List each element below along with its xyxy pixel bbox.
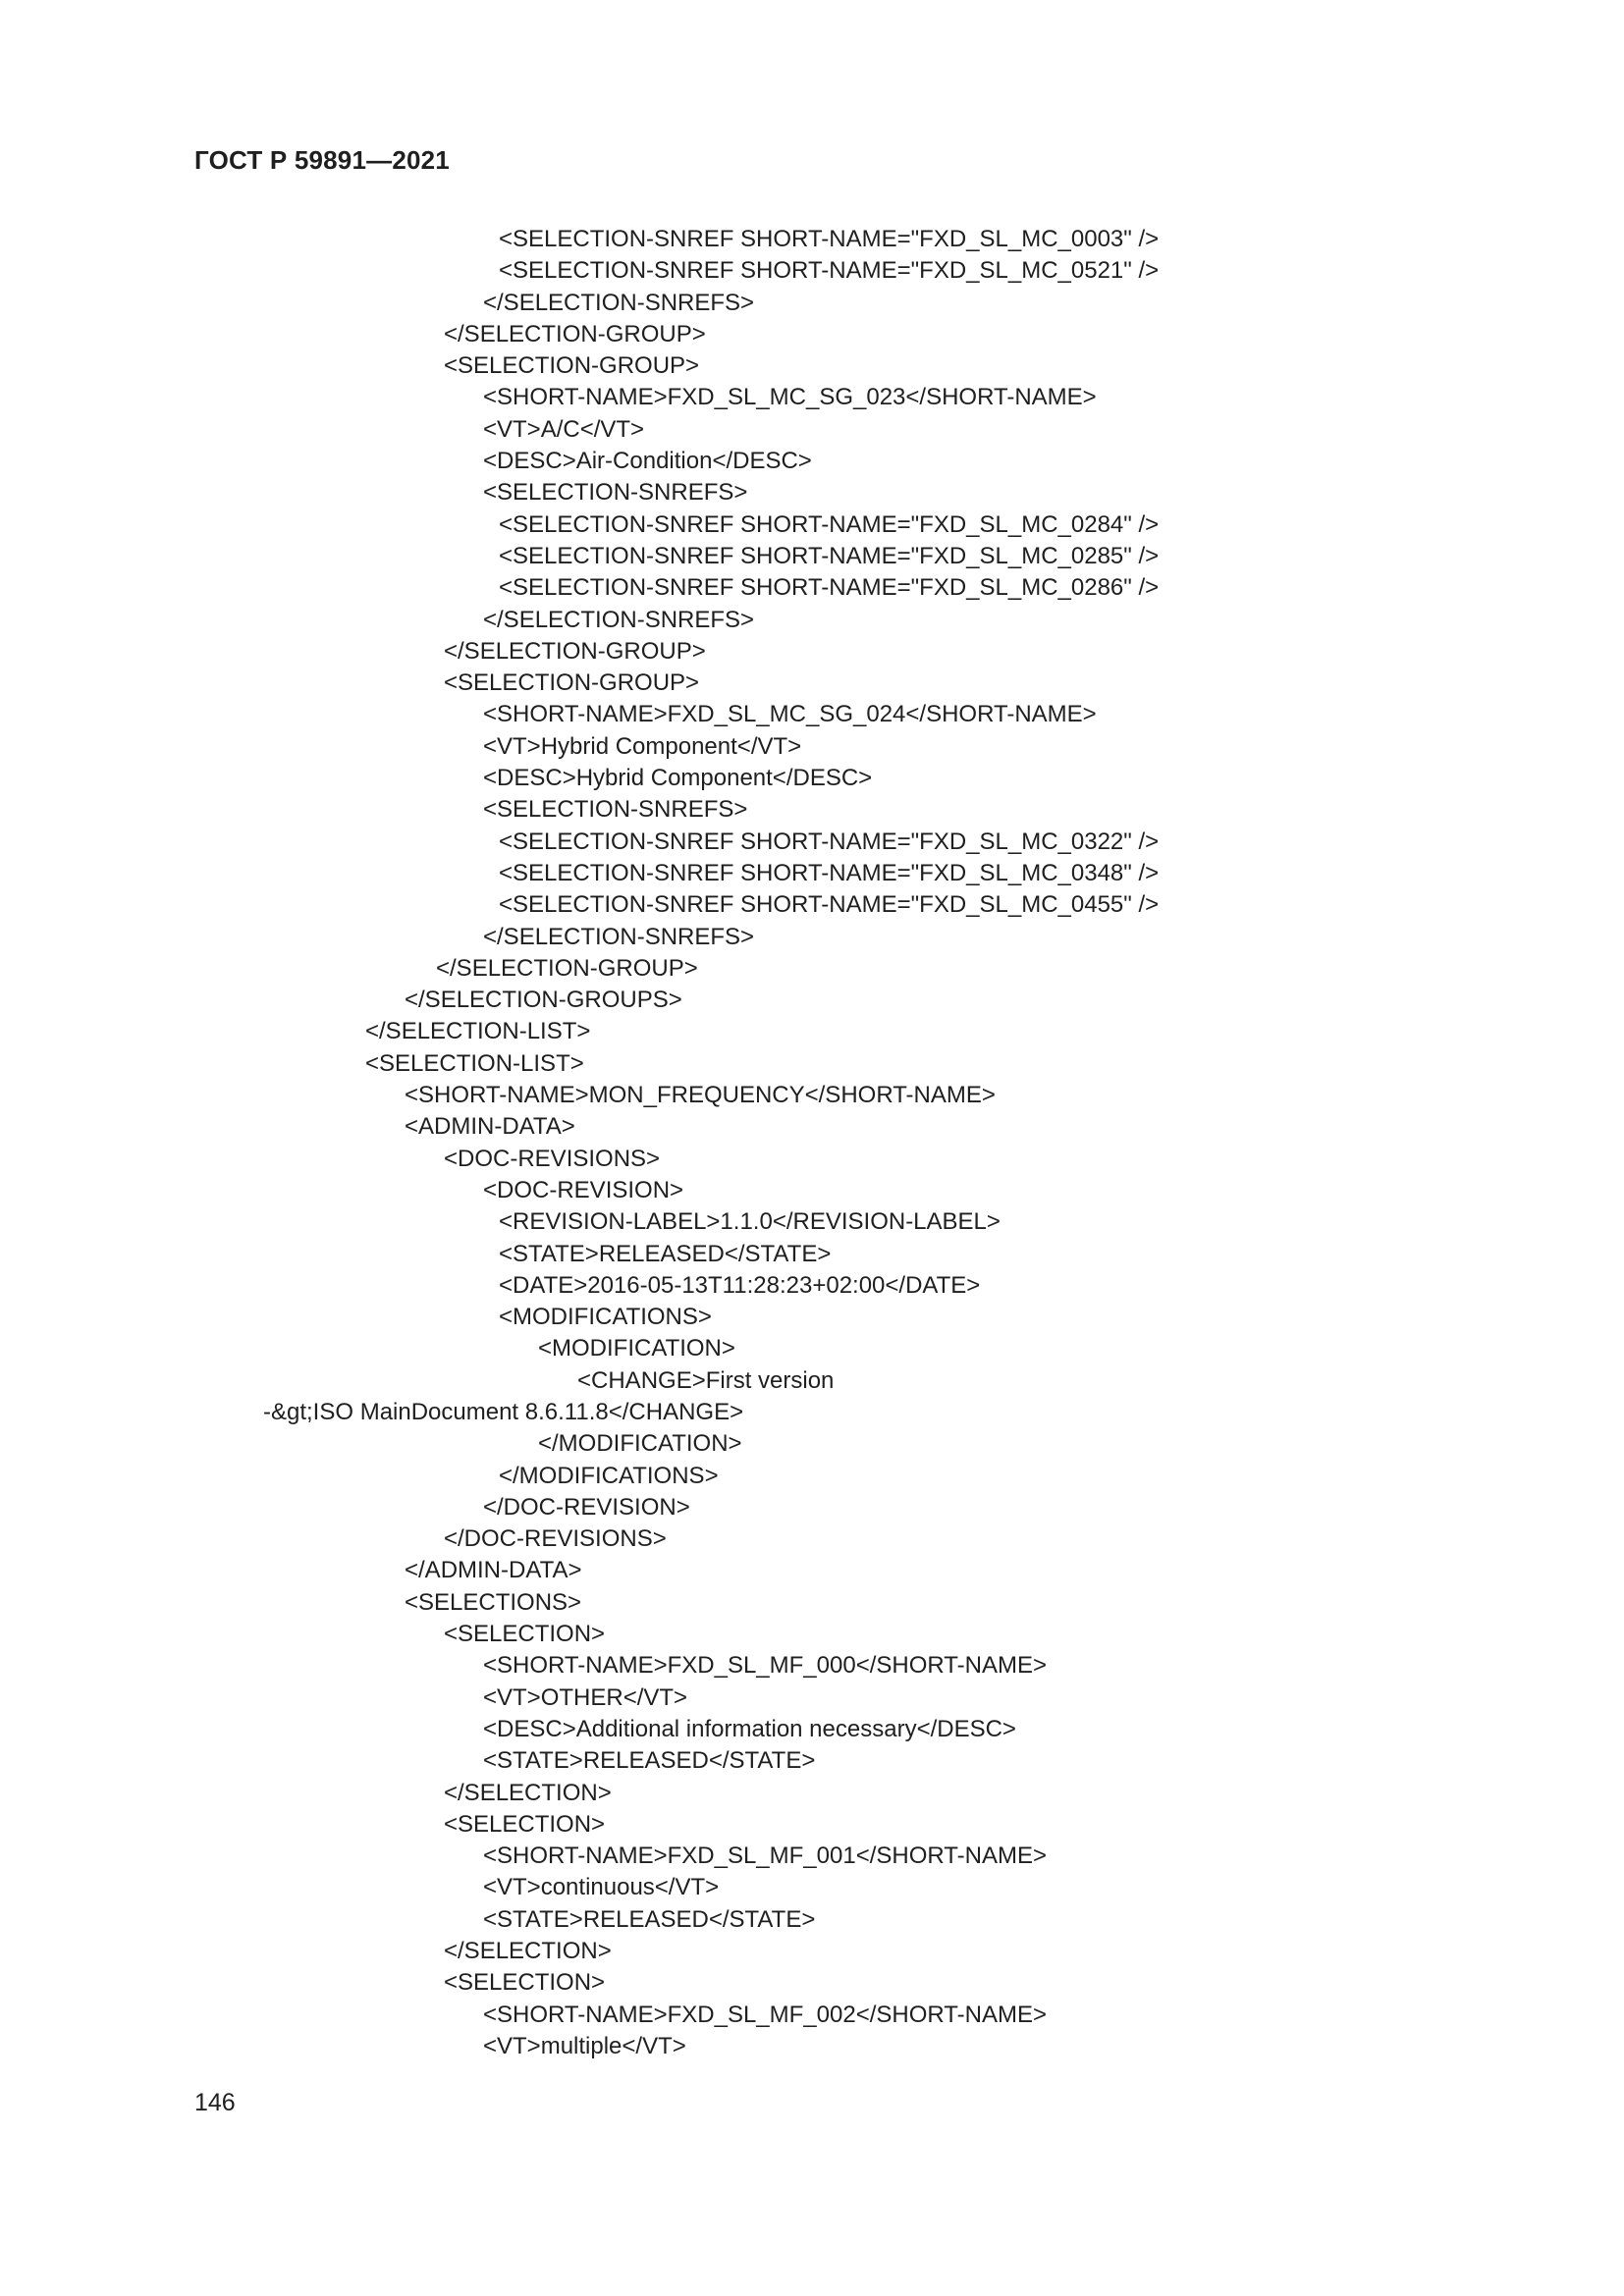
code-line: <VT>multiple</VT>	[483, 2032, 686, 2059]
code-line: <SELECTION-SNREF SHORT-NAME="FXD_SL_MC_0521" />	[499, 257, 1160, 285]
code-line: <SELECTION-SNREF SHORT-NAME="FXD_SL_MC_0322" />	[499, 828, 1160, 855]
code-line: <SELECTION-SNREF SHORT-NAME="FXD_SL_MC_0285" />	[499, 542, 1160, 569]
code-line: <SELECTION-GROUP>	[444, 669, 700, 697]
standard-code-header: ГОСТ Р 59891—2021	[194, 145, 450, 175]
code-line: <SHORT-NAME>FXD_SL_MF_001</SHORT-NAME>	[483, 1842, 1047, 1870]
code-line: <SHORT-NAME>FXD_SL_MC_SG_024</SHORT-NAME>	[483, 701, 1097, 728]
code-line: <CHANGE>First version	[577, 1366, 835, 1394]
code-line: <VT>OTHER</VT>	[483, 1683, 688, 1711]
code-line: <DESC>Additional information necessary</DESC>	[483, 1715, 1016, 1742]
code-line: <MODIFICATIONS>	[499, 1304, 712, 1331]
code-line: <SELECTION-SNREFS>	[483, 796, 748, 824]
code-line: <DOC-REVISIONS>	[444, 1145, 661, 1172]
code-line: <SELECTION>	[444, 1621, 606, 1648]
code-line: <SHORT-NAME>FXD_SL_MF_002</SHORT-NAME>	[483, 2001, 1047, 2028]
code-line: </MODIFICATION>	[538, 1430, 742, 1458]
code-line: <SELECTION-GROUP>	[444, 352, 700, 380]
page-number: 146	[194, 2089, 236, 2116]
code-line: <SELECTION-SNREFS>	[483, 479, 748, 507]
code-line: <SELECTION>	[444, 1969, 606, 1997]
code-line: <SELECTIONS>	[405, 1588, 582, 1616]
code-line: <SELECTION>	[444, 1810, 606, 1838]
code-line: <STATE>RELEASED</STATE>	[483, 1905, 816, 1933]
code-line: <SHORT-NAME>MON_FREQUENCY</SHORT-NAME>	[405, 1082, 996, 1109]
code-line: -&gt;ISO MainDocument 8.6.11.8</CHANGE>	[263, 1398, 744, 1425]
code-line: <SHORT-NAME>FXD_SL_MF_000</SHORT-NAME>	[483, 1652, 1047, 1680]
code-line: </SELECTION-GROUP>	[436, 954, 698, 982]
code-line: <STATE>RELEASED</STATE>	[483, 1747, 816, 1775]
code-line: <SELECTION-SNREF SHORT-NAME="FXD_SL_MC_0348" />	[499, 859, 1160, 886]
code-line: </SELECTION-GROUP>	[444, 320, 706, 347]
code-line: </SELECTION-SNREFS>	[483, 923, 755, 950]
code-line: <VT>Hybrid Component</VT>	[483, 732, 802, 760]
code-line: </SELECTION-GROUP>	[444, 637, 706, 665]
code-line: </SELECTION>	[444, 1938, 612, 1965]
code-line: </ADMIN-DATA>	[405, 1557, 582, 1584]
code-line: <VT>continuous</VT>	[483, 1874, 720, 1901]
code-line: <ADMIN-DATA>	[405, 1113, 575, 1141]
code-line: <DATE>2016-05-13T11:28:23+02:00</DATE>	[499, 1271, 981, 1299]
code-line: <SELECTION-SNREF SHORT-NAME="FXD_SL_MC_0284" />	[499, 510, 1160, 538]
code-line: <DOC-REVISION>	[483, 1176, 684, 1203]
code-line: </SELECTION-GROUPS>	[405, 987, 682, 1014]
code-line: <VT>A/C</VT>	[483, 415, 645, 443]
code-line: <REVISION-LABEL>1.1.0</REVISION-LABEL>	[499, 1208, 1001, 1236]
code-line: <SELECTION-SNREF SHORT-NAME="FXD_SL_MC_0455" />	[499, 891, 1160, 919]
code-line: </SELECTION>	[444, 1779, 612, 1806]
xml-code-listing	[0, 224, 1159, 2062]
code-line: <DESC>Air-Condition</DESC>	[483, 448, 812, 475]
code-line: <DESC>Hybrid Component</DESC>	[483, 765, 873, 792]
code-line: </DOC-REVISIONS>	[444, 1525, 667, 1553]
code-line: <SHORT-NAME>FXD_SL_MC_SG_023</SHORT-NAME>	[483, 384, 1097, 411]
code-line: <SELECTION-SNREF SHORT-NAME="FXD_SL_MC_0003" />	[499, 226, 1160, 252]
code-line: </SELECTION-SNREFS>	[483, 606, 755, 633]
code-line: <SELECTION-SNREF SHORT-NAME="FXD_SL_MC_0286" />	[499, 574, 1160, 602]
code-line: <STATE>RELEASED</STATE>	[499, 1240, 832, 1267]
code-line: </DOC-REVISION>	[483, 1493, 690, 1521]
code-line: <SELECTION-LIST>	[365, 1049, 584, 1077]
code-line: </MODIFICATIONS>	[499, 1462, 719, 1489]
code-line: </SELECTION-LIST>	[365, 1018, 591, 1045]
code-line: <MODIFICATION>	[538, 1335, 735, 1362]
code-line: </SELECTION-SNREFS>	[483, 289, 755, 316]
